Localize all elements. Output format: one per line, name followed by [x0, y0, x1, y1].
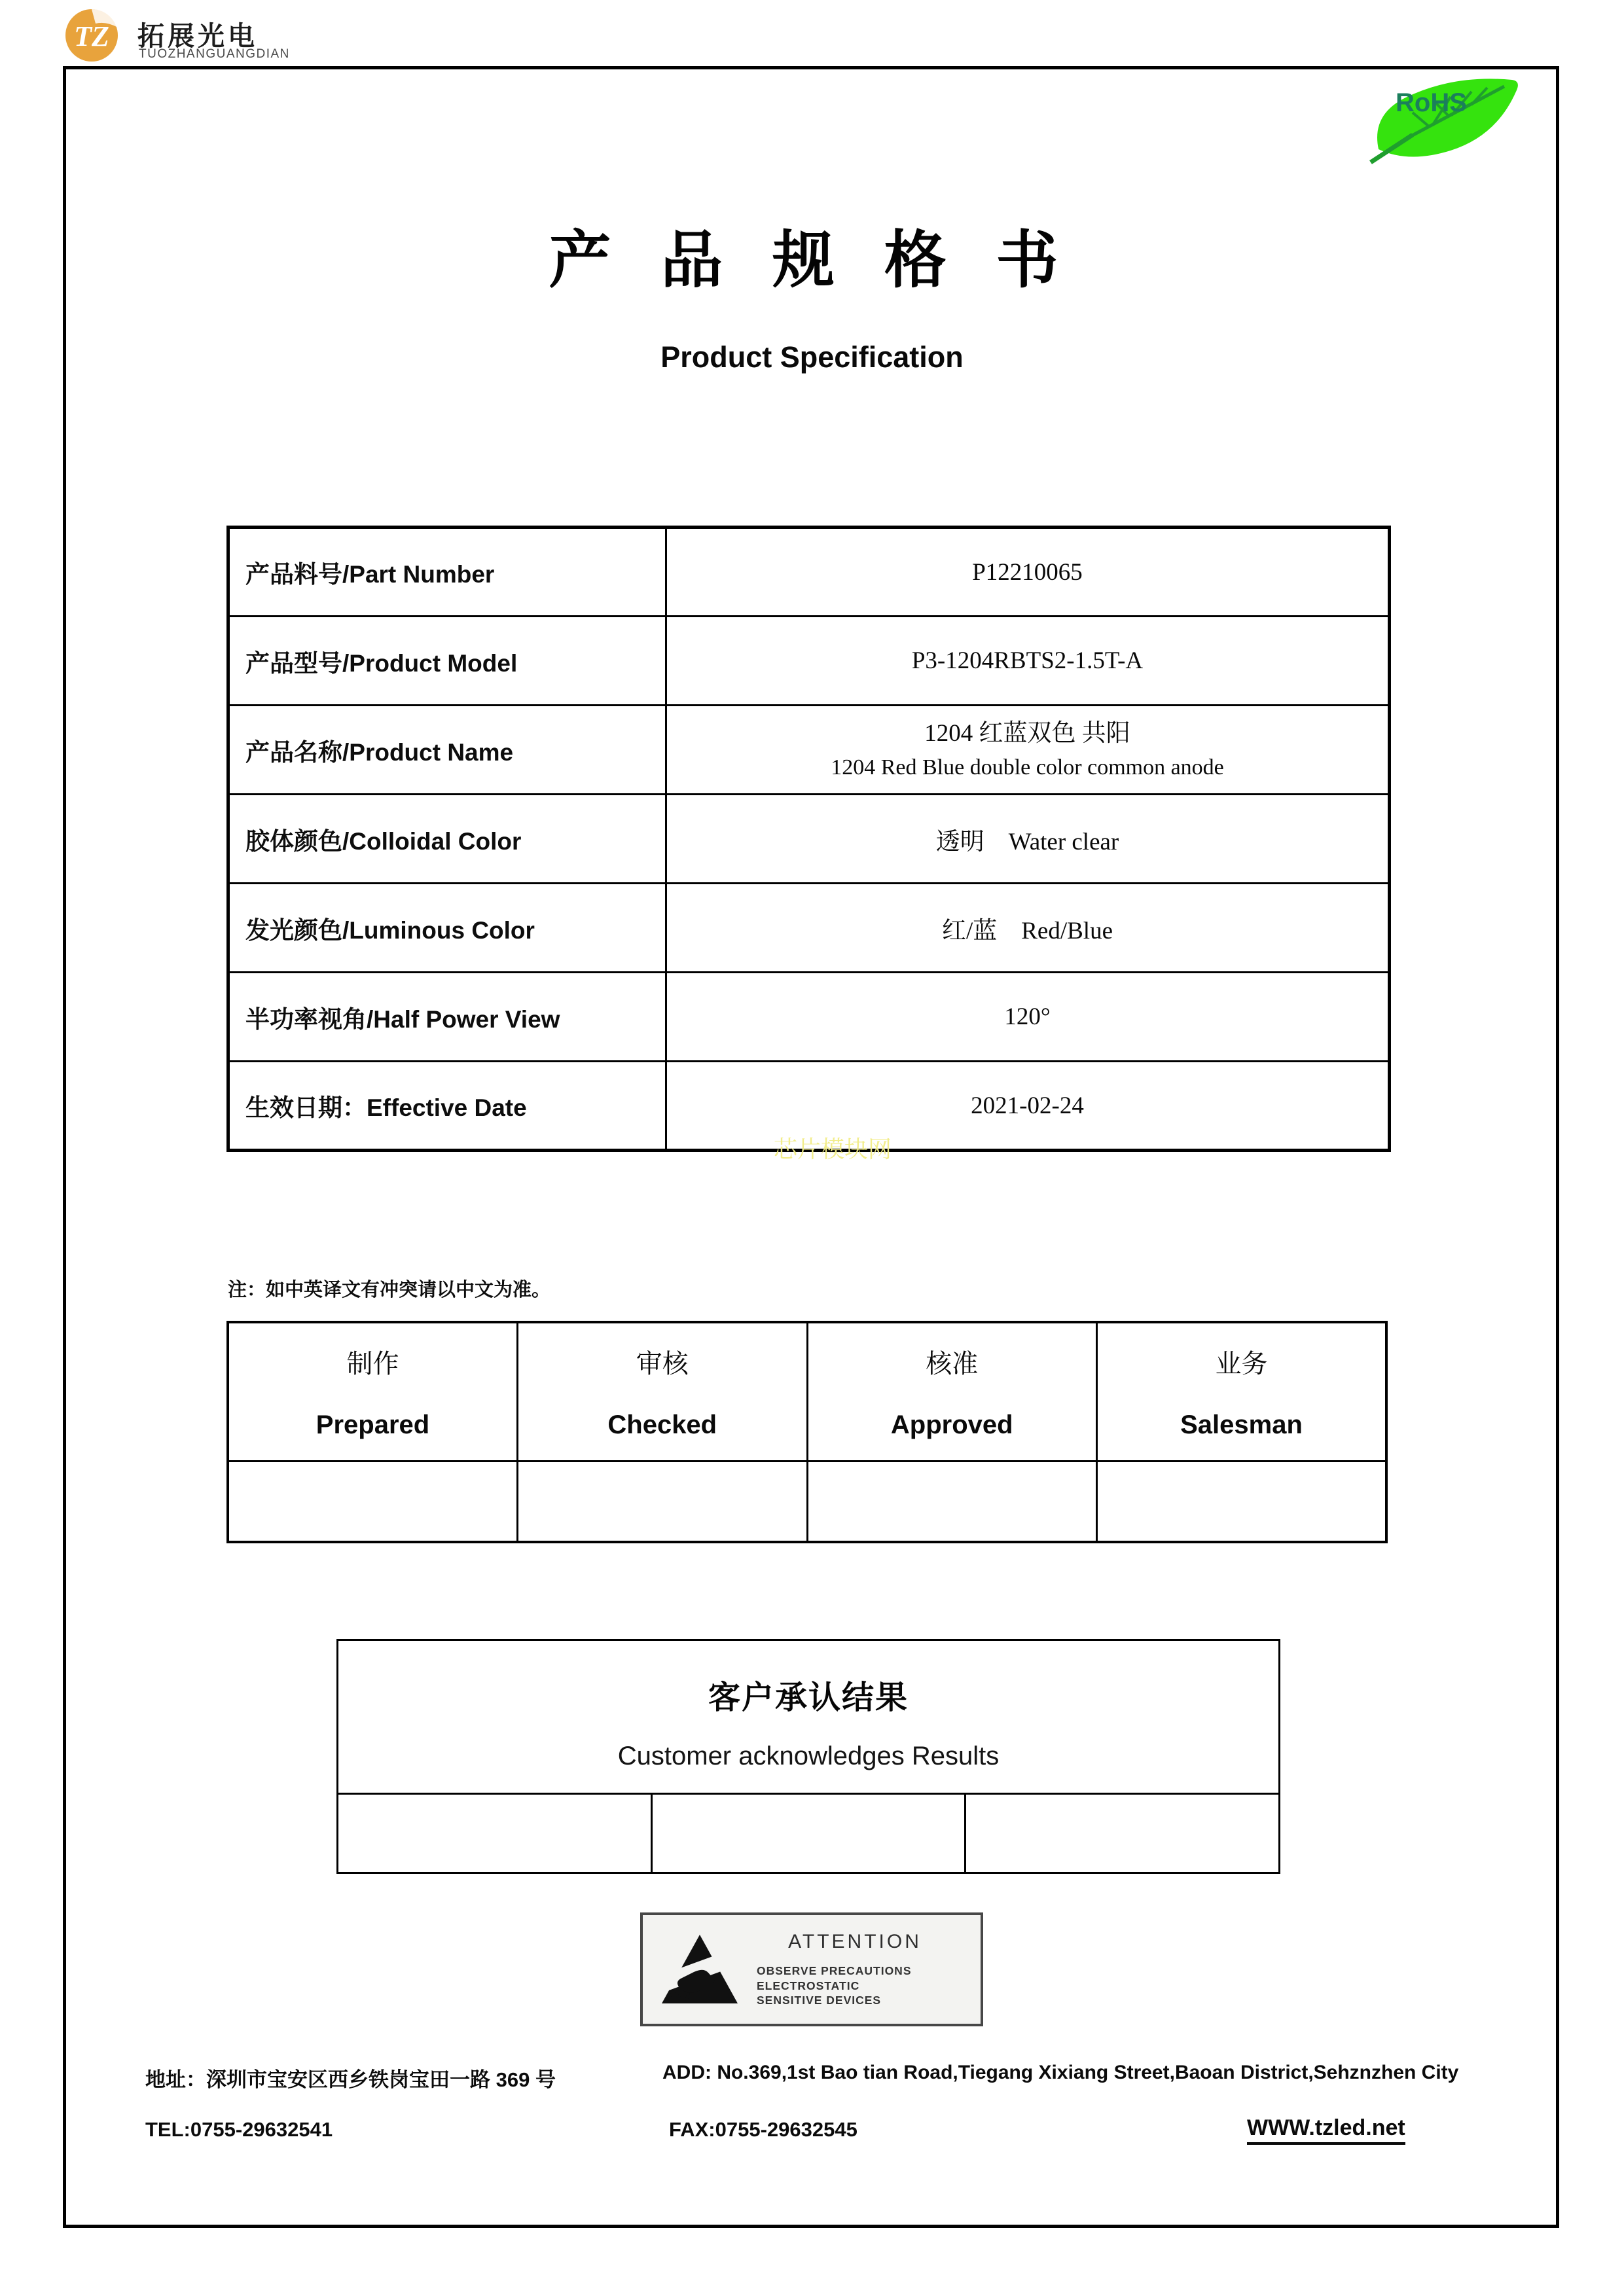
signoff-label-cn: 审核	[636, 1349, 689, 1379]
attention-title: ATTENTION	[788, 1930, 922, 1952]
customer-signature-row	[338, 1795, 1278, 1872]
customer-box-title	[338, 1641, 1278, 1795]
signoff-label-cn: 制作	[346, 1349, 399, 1379]
customer-signature-cell	[966, 1795, 1278, 1872]
translation-note: 注：如中英译文有冲突请以中文为准。	[228, 1280, 551, 1300]
signoff-label-en: Salesman	[1180, 1410, 1303, 1440]
attention-box	[640, 1912, 983, 2026]
company-name-latin: TUOZHANGUANGDIAN	[139, 47, 290, 61]
company-logo-icon	[56, 7, 128, 64]
page-title-cn: 产 品 规 格 书	[549, 226, 1075, 295]
spec-row-colloidal-color	[228, 795, 1390, 884]
spec-label: 胶体颜色/Colloidal Color	[228, 795, 666, 884]
spec-value: 2021-02-24	[666, 1062, 1390, 1151]
company-name-cn: 拓展光电	[137, 21, 258, 51]
customer-title-en: Customer acknowledges Results	[617, 1742, 1000, 1770]
signoff-label-cn: 业务	[1215, 1349, 1268, 1379]
spec-table	[226, 526, 1391, 1152]
footer-tel: TEL:0755-29632541	[145, 2118, 333, 2141]
spec-label: 发光颜色/Luminous Color	[228, 884, 666, 973]
esd-warning-icon	[660, 1933, 740, 2006]
spec-row-half-power-view	[228, 973, 1390, 1062]
signoff-signature-cell	[807, 1461, 1097, 1542]
signoff-signature-cell	[518, 1461, 808, 1542]
signoff-signature-cell	[228, 1461, 518, 1542]
signoff-label-en: Checked	[607, 1410, 717, 1440]
spec-label: 产品料号/Part Number	[228, 528, 666, 617]
spec-row-product-name	[228, 706, 1390, 795]
spec-label: 生效日期：Effective Date	[228, 1062, 666, 1151]
signoff-cell-salesman	[1097, 1322, 1387, 1461]
signoff-signature-row	[228, 1461, 1386, 1542]
spec-row-product-model	[228, 617, 1390, 706]
spec-value: 红/蓝 Red/Blue	[666, 884, 1390, 973]
signoff-label-en: Prepared	[316, 1410, 430, 1440]
spec-value: 120°	[666, 973, 1390, 1062]
spec-value	[666, 706, 1390, 795]
spec-value: 透明 Water clear	[666, 795, 1390, 884]
signoff-cell-checked	[518, 1322, 808, 1461]
signoff-header-row	[228, 1322, 1386, 1461]
customer-signature-cell	[653, 1795, 967, 1872]
signoff-label-cn: 核准	[926, 1349, 979, 1379]
product-name-cn: 1204 红蓝双色 共阳	[924, 720, 1130, 747]
signoff-table	[226, 1321, 1388, 1543]
attention-line: SENSITIVE DEVICES	[757, 1994, 882, 2007]
attention-line: OBSERVE PRECAUTIONS	[757, 1964, 912, 1977]
spec-value: P3-1204RBTS2-1.5T-A	[666, 617, 1390, 706]
svg-text:TZ: TZ	[74, 20, 109, 52]
spec-row-luminous-color	[228, 884, 1390, 973]
svg-text:RoHS: RoHS	[1396, 88, 1467, 117]
spec-label: 半功率视角/Half Power View	[228, 973, 666, 1062]
spec-value: P12210065	[666, 528, 1390, 617]
footer-website-link[interactable]: WWW.tzled.net	[1247, 2115, 1405, 2145]
attention-text-block	[757, 1931, 953, 2008]
footer-fax: FAX:0755-29632545	[669, 2118, 857, 2141]
footer-address-en: ADD: No.369,1st Bao tian Road,Tiegang Xixiang Street,Baoan District,Sehznzhen City	[662, 2062, 1459, 2083]
spec-label: 产品型号/Product Model	[228, 617, 666, 706]
product-name-en: 1204 Red Blue double color common anode	[831, 755, 1224, 780]
customer-signature-cell	[338, 1795, 653, 1872]
signoff-cell-prepared	[228, 1322, 518, 1461]
attention-line: ELECTROSTATIC	[757, 1979, 860, 1992]
company-logo	[56, 7, 331, 65]
signoff-cell-approved	[807, 1322, 1097, 1461]
spec-row-part-number	[228, 528, 1390, 617]
customer-title-cn: 客户承认结果	[708, 1679, 909, 1715]
rohs-leaf-icon	[1367, 72, 1529, 168]
signoff-label-en: Approved	[890, 1410, 1013, 1440]
footer-address-cn: 地址：深圳市宝安区西乡铁岗宝田一路 369 号	[145, 2068, 556, 2091]
watermark-text: 芯片模块网	[774, 1136, 892, 1162]
page-title-en: Product Specification	[660, 340, 964, 374]
customer-acknowledge-box	[336, 1639, 1280, 1874]
signoff-signature-cell	[1097, 1461, 1387, 1542]
spec-label: 产品名称/Product Name	[228, 706, 666, 795]
